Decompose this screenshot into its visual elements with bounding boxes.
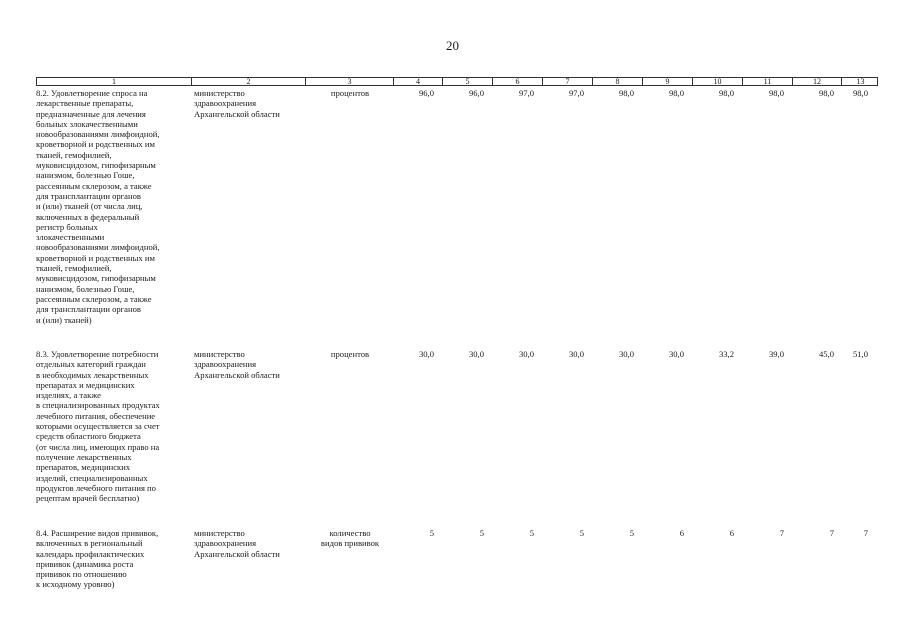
responsible-org-line: здравоохранения — [194, 98, 257, 109]
indicator-name-line: рассеянным склерозом, а также — [36, 180, 152, 191]
value-cell: 30,0 — [468, 349, 484, 359]
indicator-name-line: рассеянным склерозом, а также — [36, 293, 152, 304]
indicator-name-line: продуктов лечебного питания по — [36, 482, 156, 493]
indicator-name-line: 8.2. Удовлетворение спроса на — [36, 88, 148, 98]
indicator-name-line: включенных в федеральный — [36, 211, 140, 222]
indicator-name-line: тканей, гемофилией, — [36, 263, 112, 274]
column-header: 3 — [305, 77, 393, 86]
indicator-name-line: новообразованиями лимфоидной, — [36, 242, 160, 253]
indicator-name-line: отдельных категорий граждан — [36, 359, 146, 370]
indicator-name — [36, 88, 186, 325]
value-cell: 30,0 — [418, 349, 434, 359]
unit — [308, 349, 392, 359]
indicator-name-line: рецептам врачей бесплатно) — [36, 493, 140, 504]
value-cell: 39,0 — [768, 349, 784, 359]
value-cell: 51,0 — [852, 349, 868, 359]
column-header: 6 — [492, 77, 542, 86]
indicator-name-line: получение лекарственных — [36, 451, 132, 462]
column-header: 9 — [642, 77, 692, 86]
column-header: 4 — [393, 77, 442, 86]
value-cell: 5 — [529, 528, 534, 538]
column-header: 11 — [742, 77, 792, 86]
responsible-org — [194, 528, 304, 559]
unit — [308, 88, 392, 98]
value-cell: 96,0 — [468, 88, 484, 98]
value-cell: 30,0 — [568, 349, 584, 359]
indicator-name-line: муковисцидозом, гипофизарным — [36, 160, 156, 171]
column-header: 13 — [841, 77, 879, 86]
value-cell: 45,0 — [818, 349, 834, 359]
responsible-org — [194, 88, 304, 119]
unit-line: количество — [329, 528, 371, 538]
indicator-name-line: и (или) тканей (от числа лиц, — [36, 201, 143, 212]
unit — [308, 528, 392, 549]
page-number: 20 — [446, 38, 459, 53]
column-header: 2 — [191, 77, 305, 86]
indicator-name — [36, 528, 186, 590]
value-cell: 97,0 — [518, 88, 534, 98]
indicator-name-line: лечебного питания, обеспечение — [36, 410, 156, 421]
responsible-org-line: Архангельской области — [194, 369, 280, 380]
indicator-name-line: препаратах и медицинских — [36, 379, 135, 390]
indicator-name-line: и (или) тканей) — [36, 314, 92, 325]
unit-line: видов прививок — [320, 538, 380, 549]
responsible-org-line: Архангельской области — [194, 548, 280, 559]
responsible-org-line: Архангельской области — [194, 108, 280, 119]
value-cell: 6 — [679, 528, 684, 538]
value-cell: 30,0 — [618, 349, 634, 359]
indicator-name-line: изделий, специализированных — [36, 472, 148, 483]
unit-line: процентов — [330, 88, 370, 98]
column-header: 12 — [792, 77, 841, 86]
indicator-name-line: для трансплантации органов — [36, 304, 141, 315]
indicator-name-line: 8.3. Удовлетворение потребности — [36, 349, 159, 359]
value-cell: 7 — [779, 528, 784, 538]
responsible-org-line: министерство — [194, 349, 245, 359]
indicator-name-line: средств областного бюджета — [36, 431, 141, 442]
column-header: 7 — [542, 77, 592, 86]
indicator-name-line: муковисцидозом, гипофизарным — [36, 273, 156, 284]
indicator-name-line: кроветворной и родственных им — [36, 139, 155, 150]
indicator-name-line: прививок по отношению — [36, 569, 127, 580]
value-cell: 7 — [829, 528, 834, 538]
value-cell: 30,0 — [668, 349, 684, 359]
value-cell: 98,0 — [668, 88, 684, 98]
indicator-name-line: тканей, гемофилией, — [36, 149, 112, 160]
responsible-org-line: здравоохранения — [194, 538, 257, 549]
indicator-name-line: для трансплантации органов — [36, 190, 141, 201]
value-cell: 5 — [579, 528, 584, 538]
table-header — [36, 77, 878, 86]
column-header: 5 — [442, 77, 492, 86]
value-cell: 6 — [729, 528, 734, 538]
responsible-org-line: министерство — [194, 88, 245, 98]
value-cell: 98,0 — [618, 88, 634, 98]
indicator-name-line: в специализированных продуктах — [36, 400, 160, 411]
column-header: 10 — [692, 77, 742, 86]
value-cell: 5 — [429, 528, 434, 538]
indicator-name-line: лекарственные препараты, — [36, 98, 134, 109]
value-cell: 97,0 — [568, 88, 584, 98]
indicator-name-line: предназначенные для лечения — [36, 108, 146, 119]
indicator-name-line: больных злокачественными — [36, 118, 138, 129]
indicator-name-line: 8.4. Расширение видов прививок, — [36, 528, 159, 538]
indicator-name-line: изделиях, а также — [36, 390, 101, 401]
unit-line: процентов — [330, 349, 370, 359]
indicator-name-line: в необходимых лекарственных — [36, 369, 149, 380]
indicator-name-line: кроветворной и родственных им — [36, 252, 155, 263]
indicator-name-line: прививок (динамика роста — [36, 558, 134, 569]
indicator-name-line: препаратов, медицинских — [36, 462, 131, 473]
value-cell: 98,0 — [852, 88, 868, 98]
value-cell: 33,2 — [718, 349, 734, 359]
indicator-name-line: которыми осуществляется за счет — [36, 421, 160, 432]
indicator-name-line: новообразованиями лимфоидной, — [36, 129, 160, 140]
indicator-name-line: нанизмом, болезнью Гоше, — [36, 170, 135, 181]
indicator-name-line: (от числа лиц, имеющих право на — [36, 441, 160, 452]
column-header: 8 — [592, 77, 642, 86]
value-cell: 98,0 — [718, 88, 734, 98]
value-cell: 5 — [479, 528, 484, 538]
value-cell: 96,0 — [418, 88, 434, 98]
indicator-name-line: злокачественными — [36, 232, 105, 243]
indicator-name-line: к исходному уровню) — [36, 579, 115, 590]
value-cell: 7 — [863, 528, 868, 538]
value-cell: 98,0 — [818, 88, 834, 98]
responsible-org — [194, 349, 304, 380]
indicator-name — [36, 349, 186, 503]
indicator-name-line: включенных в региональный — [36, 538, 143, 549]
indicator-name-line: календарь профилактических — [36, 548, 145, 559]
indicator-name-line: регистр больных — [36, 221, 98, 232]
responsible-org-line: министерство — [194, 528, 245, 538]
value-cell: 98,0 — [768, 88, 784, 98]
value-cell: 5 — [629, 528, 634, 538]
column-header: 1 — [112, 77, 116, 86]
responsible-org-line: здравоохранения — [194, 359, 257, 370]
value-cell: 30,0 — [518, 349, 534, 359]
indicator-name-line: нанизмом, болезнью Гоше, — [36, 283, 135, 294]
